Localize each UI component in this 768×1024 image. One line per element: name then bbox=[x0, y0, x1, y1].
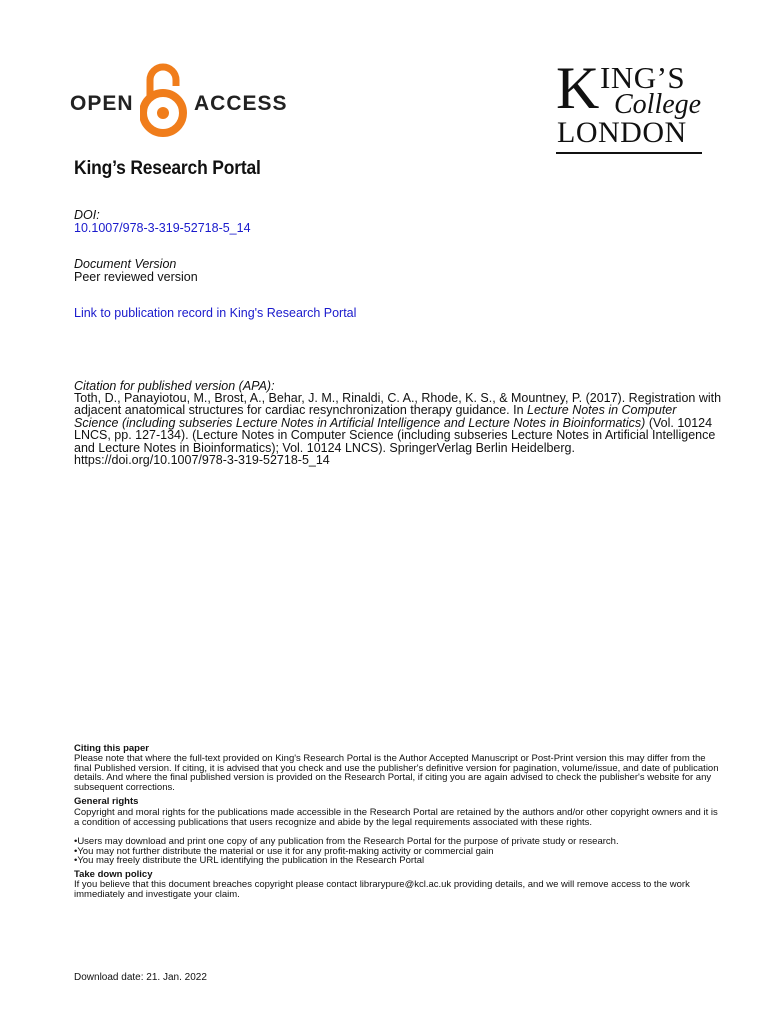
kcl-logo-k: K bbox=[556, 55, 600, 121]
doi-link[interactable]: 10.1007/978-3-319-52718-5_14 bbox=[74, 221, 251, 235]
open-access-logo bbox=[70, 62, 288, 138]
general-rights-heading: General rights bbox=[74, 796, 139, 807]
kcl-logo-ings: ING’S bbox=[600, 60, 686, 95]
citing-paper-heading: Citing this paper bbox=[74, 743, 149, 754]
take-down-heading: Take down policy bbox=[74, 869, 153, 880]
rights-bullet-list bbox=[74, 837, 724, 866]
kcl-logo-underline bbox=[556, 152, 702, 154]
citing-paper-text: Please note that where the full-text provided on King's Research Portal is the Author Accepted Manuscript or Post-Print version this may differ from the final Published version. If citing, it is advised that you check and use the publisher's definitive version for pagination, volume/issue, and date of publication details. And where the final published version is provided on the Research Portal, if citing you are again advised to check the publisher's website for any subsequent corrections. bbox=[74, 753, 719, 793]
portal-title: King’s Research Portal bbox=[74, 158, 261, 179]
open-access-logo-access-word: ACCESS bbox=[194, 92, 288, 115]
kcl-logo-london: LONDON bbox=[557, 116, 687, 149]
download-date: Download date: 21. Jan. 2022 bbox=[74, 972, 207, 983]
general-rights-text: Copyright and moral rights for the publications made accessible in the Research Portal are retained by the authors and/or other copyright owners and it is a condition of accessing publications that users recognize and abide by the legal requirements associated with these rights. bbox=[74, 807, 718, 828]
publication-record-link[interactable]: Link to publication record in King's Research Portal bbox=[74, 306, 357, 320]
rights-bullet-item: •You may not further distribute the material or use it for any profit-making activity or commercial gain bbox=[74, 845, 494, 857]
citation-part-2: (Vol. 10124 LNCS, pp. 127-134). (Lecture Notes in Computer Science (including subseries Lecture Notes in Artificial Intelligence and Lecture Notes in Bioinformatics); Vol. 10124 LNCS). SpringerVerlag Berlin Heidelberg. https://doi.org/10.1007/978-3-319-52718-5_14 bbox=[74, 415, 716, 468]
document-version-value: Peer reviewed version bbox=[74, 270, 198, 284]
doi-label: DOI: bbox=[74, 208, 100, 222]
rights-bullet-item: •You may freely distribute the URL identifying the publication in the Research Portal bbox=[74, 855, 425, 867]
citation-part-1: Toth, D., Panayiotou, M., Brost, A., Behar, J. M., Rinaldi, C. A., Rhode, K. S., & Mountney, P. (2017). Registration with adjacent anatomical structures for cardiac resynchronization therapy guidance. In bbox=[74, 391, 722, 418]
citation-series-title: Lecture Notes in Computer Science (including subseries Lecture Notes in Artificial Intelligence and Lecture Notes in Bioinformatics) bbox=[74, 403, 677, 430]
kcl-logo-college: College bbox=[614, 89, 702, 120]
take-down-text: If you believe that this document breaches copyright please contact librarypure@kcl.ac.uk providing details, and we will remove access to the work immediately and investigate your claim. bbox=[74, 879, 690, 900]
kings-college-london-logo bbox=[556, 55, 704, 158]
open-padlock-icon bbox=[140, 62, 190, 138]
citation-label: Citation for published version (APA): bbox=[74, 379, 275, 393]
open-access-logo-open-word: OPEN bbox=[70, 92, 134, 115]
document-version-label: Document Version bbox=[74, 257, 177, 271]
citation-text bbox=[74, 392, 724, 466]
rights-bullet-item: •Users may download and print one copy of any publication from the Research Portal for the purpose of private study or research. bbox=[74, 836, 619, 847]
